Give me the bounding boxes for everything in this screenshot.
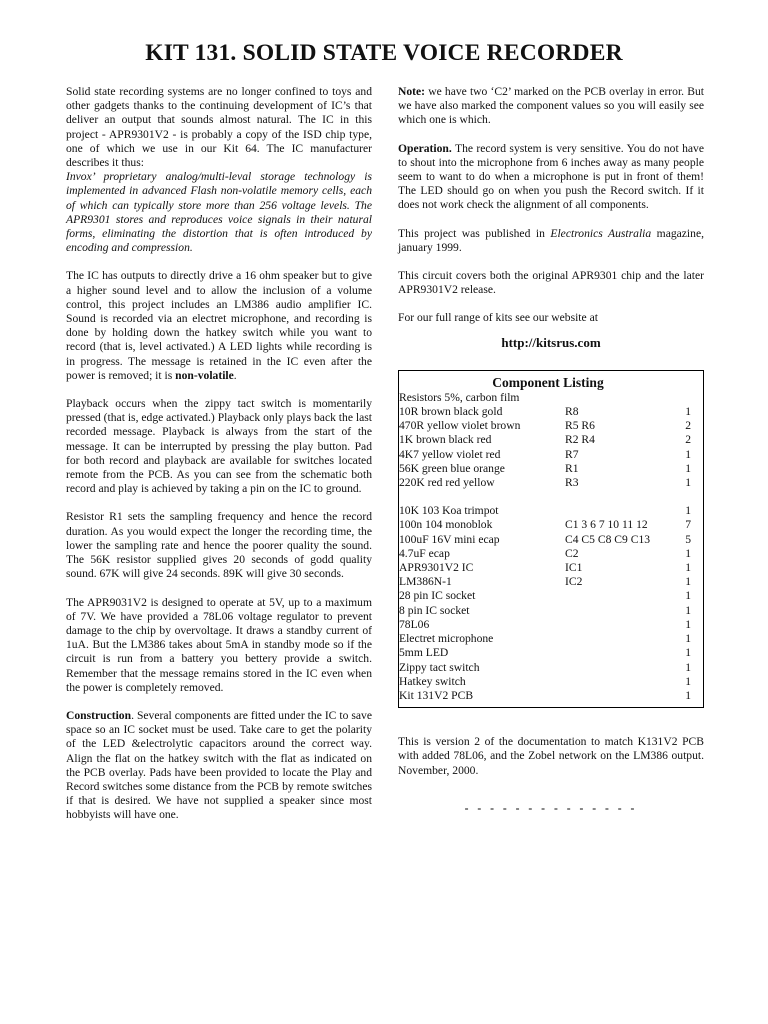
component-name: 4.7uF ecap <box>399 546 450 560</box>
list-item <box>399 675 697 689</box>
version-paragraph: This is version 2 of the documentation to match K131V2 PCB with added 78L06, and the Zobel network on the LM386 output. November, 2000. <box>398 735 704 777</box>
component-name: 100n 104 monoblok <box>399 518 493 532</box>
component-name: 56K green blue orange <box>399 461 505 475</box>
component-ref: R1 <box>565 461 579 475</box>
list-item <box>399 589 697 603</box>
note-paragraph <box>398 85 704 128</box>
component-qty: 1 <box>685 632 691 646</box>
component-ref: R8 <box>565 405 579 419</box>
component-name: 470R yellow violet brown <box>399 419 521 433</box>
list-item <box>399 689 697 703</box>
outputs-paragraph: The IC has outputs to directly drive a 16 ohm speaker but to give a higher sound level and to allow the inclusion of a volume control, this project includes an LM386 audio amplifier IC. Sound is recorded via an electret microphone, and recording is done by holding down the hatkey switch while you want to record (that is, level activated.) A LED lights while recording is in progress. The message is retained in the IC even after the power is removed; it is non-volatile. <box>66 269 372 382</box>
list-item <box>399 575 697 589</box>
resistor-list <box>399 405 697 490</box>
list-item <box>399 476 697 490</box>
component-qty: 1 <box>685 546 691 560</box>
component-ref <box>565 618 685 632</box>
component-ref: IC1 <box>565 561 583 575</box>
list-item <box>399 646 697 660</box>
component-qty: 1 <box>685 447 691 461</box>
component-qty: 2 <box>685 419 691 433</box>
list-item <box>399 433 697 447</box>
component-qty: 5 <box>685 532 691 546</box>
website-paragraph: For our full range of kits see our website at <box>398 311 598 325</box>
chip-coverage-paragraph: This circuit covers both the original APR9301 chip and the later APR9301V2 release. <box>398 269 704 297</box>
component-name: 10K 103 Koa trimpot <box>399 504 499 518</box>
operation-paragraph <box>398 142 704 213</box>
construction-text: . Several components are fitted under the IC to save space so an IC socket must be used. Take care to get the polarity of the LED &electrolytic capacitors around the correct way. Align the flat on the hatkey switch with the flat as indicated on the PCB overlay. Pads have been provided to locate the Play and Record switches some distance from the PCB by remote switches if that is desired. We have not supplied a speaker since most hobbyists will have one. <box>66 708 372 822</box>
right-column <box>398 85 704 816</box>
component-ref: IC2 <box>565 575 583 589</box>
publication-paragraph <box>398 227 704 255</box>
component-qty: 1 <box>685 589 691 603</box>
list-item <box>399 632 697 646</box>
intro-text: Solid state recording systems are no longer confined to toys and other gadgets thanks to the continuing development of IC’s that deliver an output that sounds almost natural. The IC in this project - APR9301V2 - is probably a copy of the ISD chip type, one of which we use in our Kit 64. The IC manufacturer describes it thus: <box>66 85 372 170</box>
component-name: 4K7 yellow violet red <box>399 447 501 461</box>
component-ref <box>565 646 685 660</box>
list-item <box>399 604 697 618</box>
list-item <box>399 547 697 561</box>
component-ref <box>565 675 685 689</box>
component-ref: C2 <box>565 546 579 560</box>
component-name: 5mm LED <box>399 646 449 660</box>
component-listing-subtitle: Resistors 5%, carbon film <box>399 390 520 404</box>
component-name: Kit 131V2 PCB <box>399 688 474 702</box>
list-item <box>399 518 697 532</box>
component-name: APR9301V2 IC <box>399 561 474 575</box>
end-dashes: - - - - - - - - - - - - - - <box>464 801 638 815</box>
non-volatile-term: non-volatile <box>175 368 234 382</box>
component-ref: R5 R6 <box>565 419 595 433</box>
construction-paragraph <box>66 709 372 823</box>
component-qty: 7 <box>685 518 691 532</box>
component-qty: 1 <box>685 405 691 419</box>
component-name: 220K red red yellow <box>399 476 495 490</box>
operation-text: The record system is very sensitive. You do not have to shout into the microphone from 6 inches away as many people seem to want to do when a microphone is put in front of them! The LED should go on when you push the Record switch. If it does not work check the alignment of all components. <box>398 141 704 212</box>
manufacturer-quote: Invox’ proprietary analog/multi-leval storage technology is implemented in advanced Flash non-volatile memory cells, each of which can typically store more than 256 voltage levels. The APR9301 stores and reproduces voice signals in their natural forms, eliminating the distortion that is often introduced by encoding and compression. <box>66 170 372 255</box>
component-ref <box>565 632 685 646</box>
component-ref: R3 <box>565 476 579 490</box>
component-qty: 1 <box>685 688 691 702</box>
intro-paragraph <box>66 85 372 255</box>
component-qty: 2 <box>685 433 691 447</box>
component-listing-title: Component Listing <box>492 374 604 390</box>
playback-paragraph: Playback occurs when the zippy tact switch is momentarily pressed (that is, edge activated.) Playback only plays back the last recorded message. Playback is always from the start of the message. It can be interrupted by pressing the play button. Pad for both record and playback are available for switches located remote from the PCB. As you can see from the schematic both record and play is achieved by taking a pin on the IC to ground. <box>66 397 372 496</box>
component-listing-box <box>398 370 704 708</box>
component-name: Electret microphone <box>399 632 494 646</box>
component-qty: 1 <box>685 674 691 688</box>
component-name: Zippy tact switch <box>399 660 480 674</box>
component-ref <box>565 604 685 618</box>
page-title: KIT 131. SOLID STATE VOICE RECORDER <box>145 40 623 66</box>
list-item <box>399 504 697 518</box>
list-item <box>399 561 697 575</box>
component-qty: 1 <box>685 660 691 674</box>
component-qty: 1 <box>685 617 691 631</box>
component-qty: 1 <box>685 461 691 475</box>
website-link[interactable]: http://kitsrus.com <box>501 334 601 350</box>
component-qty: 1 <box>685 476 691 490</box>
publication-date: magazine, january 1999. <box>398 226 704 254</box>
component-qty: 1 <box>685 603 691 617</box>
list-item <box>399 419 697 433</box>
component-name: 8 pin IC socket <box>399 603 470 617</box>
outputs-text: The IC has outputs to directly drive a 16 ohm speaker but to give a higher sound level and to allow the inclusion of a volume control, this project includes an LM386 audio amplifier IC. Sound is recorded via an electret microphone, and recording is done by holding down the hatkey switch while you want to record (that is, level activated.) A LED lights while recording is in progress. The message is retained in the IC even after the power is removed; it is <box>66 269 372 382</box>
component-ref: C1 3 6 7 10 11 12 <box>565 518 648 532</box>
operation-heading: Operation. <box>398 141 452 155</box>
component-qty: 1 <box>685 561 691 575</box>
component-ref <box>565 661 685 675</box>
component-name: 78L06 <box>399 617 430 631</box>
list-item <box>399 533 697 547</box>
component-name: 10R brown black gold <box>399 405 503 419</box>
component-ref <box>565 504 685 518</box>
list-spacer <box>399 490 697 504</box>
component-ref: R2 R4 <box>565 433 595 447</box>
component-ref: C4 C5 C8 C9 C13 <box>565 532 651 546</box>
component-name: LM386N-1 <box>399 575 452 589</box>
component-name: 100uF 16V mini ecap <box>399 532 500 546</box>
list-item <box>399 405 697 419</box>
construction-heading: Construction <box>66 708 132 722</box>
list-item <box>399 448 697 462</box>
left-column <box>66 85 372 837</box>
component-name: 28 pin IC socket <box>399 589 476 603</box>
component-ref: R7 <box>565 447 579 461</box>
list-item <box>399 618 697 632</box>
publication-text: This project was published in <box>398 226 551 240</box>
component-qty: 1 <box>685 504 691 518</box>
resistor-paragraph: Resistor R1 sets the sampling frequency and hence the record duration. As you would expect the longer the recording time, the lower the sampling rate and hence the poorer quality the sound. The 56K resistor supplied gives 20 seconds of godd quality sound. 67K will give 24 seconds. 89K will give 30 seconds. <box>66 510 372 581</box>
list-item <box>399 661 697 675</box>
note-heading: Note: <box>398 85 426 98</box>
component-name: Hatkey switch <box>399 674 466 688</box>
list-item <box>399 462 697 476</box>
component-qty: 1 <box>685 575 691 589</box>
note-text: we have two ‘C2’ marked on the PCB overlay in error. But we have also marked the component values so you will easily see which one is which. <box>398 85 704 127</box>
magazine-name: Electronics Australia <box>550 226 652 240</box>
component-name: 1K brown black red <box>399 433 492 447</box>
component-list <box>399 504 697 703</box>
component-ref <box>565 589 685 603</box>
component-ref <box>565 689 685 703</box>
power-paragraph: The APR9031V2 is designed to operate at 5V, up to a maximum of 7V. We have provided a 78L06 voltage regulator to prevent damage to the chip by overvoltage. It draws a standby current of 1uA. But the LM386 takes about 5mA in standby mode so if the circuit is run from a battery you bettery provide a switch. Remember that the message remains stored in the IC even when the power is completely removed. <box>66 595 372 694</box>
component-qty: 1 <box>685 646 691 660</box>
